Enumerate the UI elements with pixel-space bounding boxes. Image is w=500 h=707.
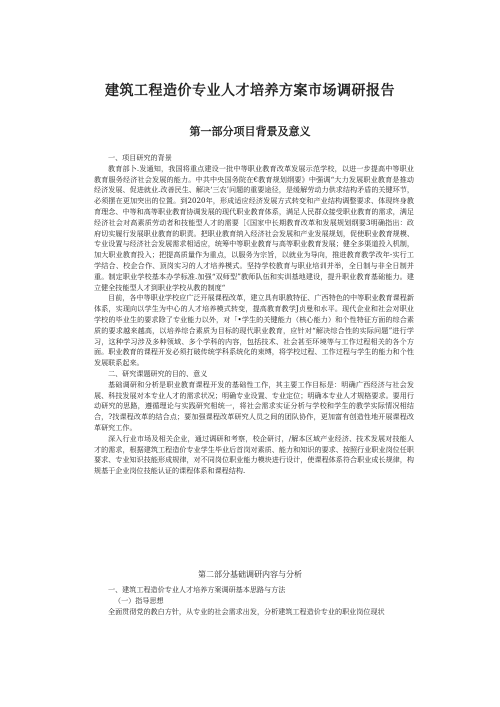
section-heading-purpose: 二、研究课题研究的目的、意义 xyxy=(108,368,208,378)
section-heading-background: 一、项目研究的背景 xyxy=(108,153,172,162)
paragraph-guiding-ideology: 全面贯彻党的教白方针，从专业的社会需求出发，分析建筑工程造价专业的职业岗位现状 xyxy=(108,606,385,616)
part2-heading: 第二部分基础调研内容与分析 xyxy=(198,570,302,579)
subsection-heading-guiding: （一）指导思想 xyxy=(114,595,164,605)
paragraph-industry-research: 深入行业市场及相关企业，通过调研和考察，校企研讨，/解本区域产业经济、技术发展对技能人才的需求，根据建筑工程造价专业学生毕业后首岗对素质、能力和知识的要求、按照行业职业岗位任职要求、专业知识技能形成规律，对不同岗位职业能力模块进行设计，使课程体系符合职业成长规律，构规基于企业岗位技能认证的课程体系和课程结构. xyxy=(94,433,414,476)
paragraph-policy: 教育部卜.发通知，我国将重点建设一批中等职业教育改革发展示范学校，以进一步提高中等职业教育服务经济社会发展的能力。中共中央国务院在€教育规划纲要》中强调“大力发展职业教育是推动经济发展、促进就业.改善民生、解决‘三农’问题的重要途径，是缓解劳动力供求结构矛盾的关键环节，必须摆在更加突出的位置。到2020年，形成适应经济发展方式转变和产业结构调整要求、体现终身教育理念、中等和高等职业教育协调发展的现代职业教育体系，满足人民群众接受职业教育的需求，满足经济社会对高素质劳动者和技能型人才的需要［《国家中长期教育改革和发展规划纲要3明确指出：政府切实履行发展职业教育的职责。把职业教育纳入经济社会发展和产业发展规划，促使职业教育规模、专业设置与经济社会发展需求相适应，统筹中等职业教育与高等职业教育发展；健全多渠道投入机制，加大职业教育投入；把提高质量作为重点，以服务为宗旨，以就业为导向，推进教育教学改年-实行工学结合、校企合作、顶岗实习的人才培养模式。坚持学校教育与职业培训并举，全日制与非全日制并重。制定职业学校基本办学标准.加强“双师型”教师队伍和实训基地建设，提升职业教育基础能力。建立健全技能型人才到职业学校从教的制度“ xyxy=(94,163,414,292)
part2-body xyxy=(94,585,414,617)
section-heading-approach: 一、建筑工程造价专业人才培养方案调研基本思路与方法 xyxy=(108,585,286,594)
document-title: 建筑工程造价专业人才培养方案市场调研报告 xyxy=(105,83,395,99)
paragraph-research-goals: 基础调研和分析是职业教育课程开发的基础性工作，其主要工作目标是：明确广西经济与社会发展、科技发展对本专业人才的需求状况；明确专业设置、专业定位；明确本专业人才规格要求。要用行动研究的思路，遵循理论与实践研究相统一，将社会需求实证分析与学校和学生的教学实际情况相结合，?找课程改革的结合点；要加强课程改革研究人员之间的团队协作，更加富有创造性地开展课程改革研究工作。 xyxy=(94,379,414,432)
part1-heading: 第一部分项目背景及意义 xyxy=(189,125,311,138)
paragraph-curriculum-reform: 目前，各中等职业学校应广泛开展课程改革，建立具有职教特征、广西特色的中等职业教育课程新体系，实现向以学生为中心的人才培养模式转变，提高教育教学J贞曼和水平。现代企业和社会对职业学校的毕业生的要求除了专业能力以外，对「•学生的关键能力（核心能力）和个性特征方面的综合素质的要求越来越高，以培养综合素质为目标的现代职业教育，应针对“解决综合性的实际问题”进行学习，这种学习涉及多种领域、多个学科的内容，包括技术、社会甚至环境等与工作过程相关的各个方面。职业教育的课程开发必须打破传统学科系统化的束缚，将学校过程、工作过程与学生的能力和个性发展联系起来。 xyxy=(94,293,414,368)
part1-body xyxy=(94,153,414,477)
